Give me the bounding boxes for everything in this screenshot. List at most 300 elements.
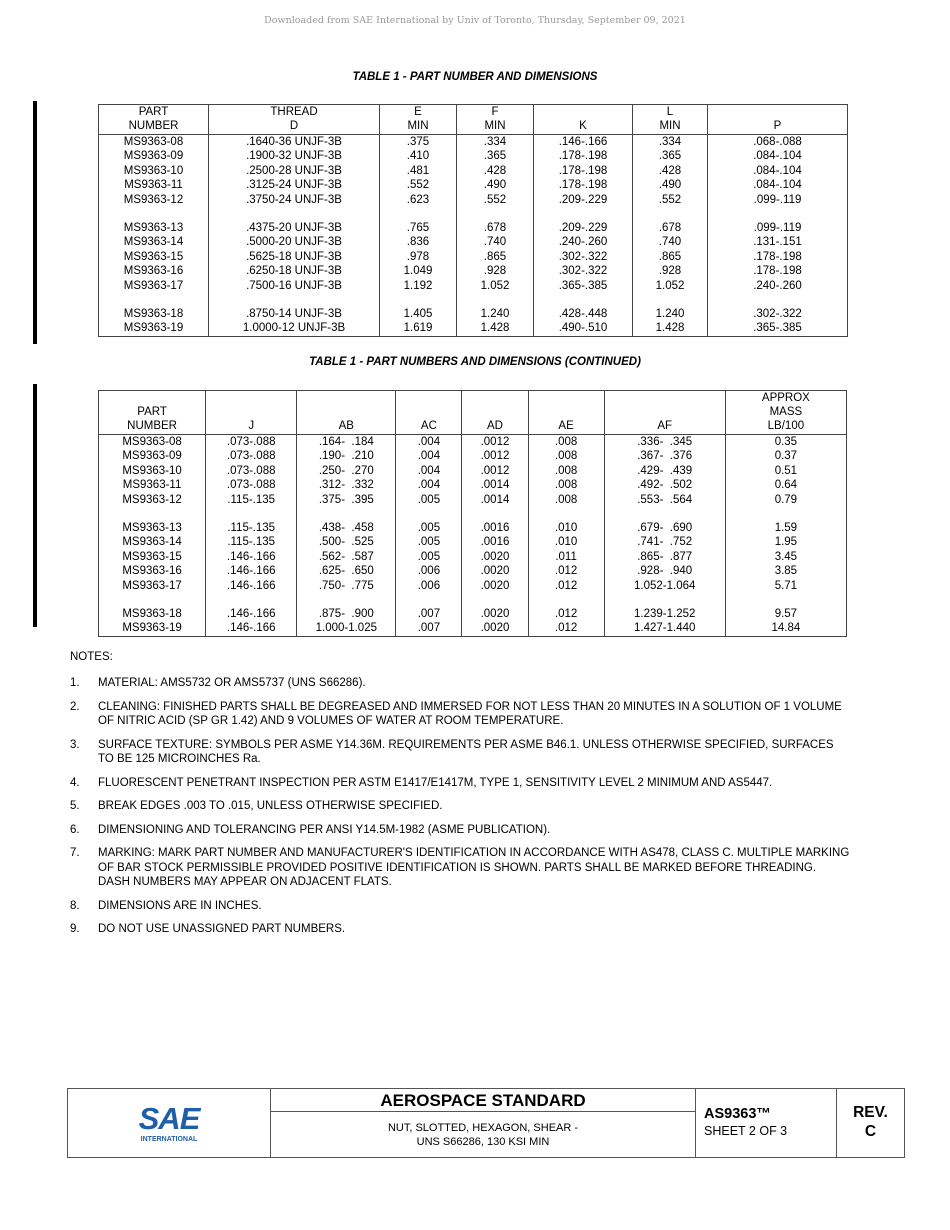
table-cell: .012 <box>528 621 604 636</box>
table-cell: .068-.088 <box>708 135 848 150</box>
column-header-line <box>462 391 527 405</box>
table-cell: 1.052 <box>633 279 708 293</box>
note-item <box>70 676 850 691</box>
table-cell: MS9363-16 <box>99 264 209 278</box>
table-cell: .740 <box>633 235 708 249</box>
table-row <box>99 135 848 150</box>
table-cell: .240-.260 <box>708 279 848 293</box>
table-row <box>99 193 848 207</box>
table-cell: .302-.322 <box>534 264 633 278</box>
table-cell: 0.35 <box>725 435 846 450</box>
group-spacer <box>99 593 847 607</box>
table-cell: .0012 <box>462 435 528 450</box>
table-cell: .3750-24 UNJF-3B <box>209 193 380 207</box>
table-cell: .004 <box>396 478 462 492</box>
table-cell: 0.64 <box>725 478 846 492</box>
column-header-line: AB <box>338 420 354 432</box>
column-header-line: F <box>491 106 499 118</box>
table-cell: MS9363-08 <box>99 435 206 450</box>
table-cell: .006 <box>396 579 462 593</box>
table-cell: .0020 <box>462 564 528 578</box>
dimensions-table-continued <box>98 390 847 637</box>
table-cell: .490 <box>457 178 534 192</box>
column-header <box>462 391 528 435</box>
table-cell: 9.57 <box>725 607 846 621</box>
table-cell: .741- .752 <box>604 535 725 549</box>
table-row <box>99 564 847 578</box>
column-header-line: THREAD <box>270 106 318 118</box>
column-header <box>528 391 604 435</box>
table-cell: .146-.166 <box>206 564 297 578</box>
table-cell: .623 <box>380 193 457 207</box>
table-cell: .008 <box>528 435 604 450</box>
table-cell: 1.239-1.252 <box>604 607 725 621</box>
table-cell: MS9363-11 <box>99 178 209 192</box>
column-header <box>725 391 846 435</box>
table-cell: .0012 <box>462 464 528 478</box>
table-cell: .008 <box>528 449 604 463</box>
table-cell: 1.052 <box>457 279 534 293</box>
table-cell: .4375-20 UNJF-3B <box>209 221 380 235</box>
column-header <box>457 105 534 135</box>
table-cell: .5000-20 UNJF-3B <box>209 235 380 249</box>
table-cell: .010 <box>528 521 604 535</box>
standard-title: AEROSPACE STANDARD <box>271 1089 695 1112</box>
table-cell: 1.428 <box>633 321 708 336</box>
column-header-line: P <box>773 120 782 132</box>
note-number: 6. <box>70 823 80 836</box>
table-cell: .005 <box>396 535 462 549</box>
table-row <box>99 264 848 278</box>
table-cell: .146-.166 <box>206 550 297 564</box>
note-item <box>70 899 850 914</box>
sheet-number: SHEET 2 OF 3 <box>704 1124 788 1138</box>
table-cell: .438- .458 <box>297 521 396 535</box>
note-number: 2. <box>70 700 80 713</box>
table-cell: MS9363-12 <box>99 493 206 507</box>
column-header-line: K <box>579 120 587 132</box>
table-cell: .178-.198 <box>534 164 633 178</box>
note-number: 8. <box>70 899 80 912</box>
table-cell: 0.37 <box>725 449 846 463</box>
table-cell: MS9363-18 <box>99 607 206 621</box>
table-cell: .3125-24 UNJF-3B <box>209 178 380 192</box>
table-row <box>99 178 848 192</box>
table-cell: MS9363-19 <box>99 621 206 636</box>
table-row <box>99 478 847 492</box>
table-cell: .084-.104 <box>708 164 848 178</box>
part-description <box>271 1112 695 1157</box>
table-cell: .006 <box>396 564 462 578</box>
table-cell: .099-.119 <box>708 221 848 235</box>
table-cell: .164- .184 <box>297 435 396 450</box>
note-text: DIMENSIONING AND TOLERANCING PER ANSI Y14.5M-1982 (ASME PUBLICATION). <box>98 823 551 836</box>
table-cell: .6250-18 UNJF-3B <box>209 264 380 278</box>
table2-body <box>99 435 847 637</box>
table-cell: .073-.088 <box>206 478 297 492</box>
group-spacer <box>99 507 847 521</box>
table-cell: .928 <box>457 264 534 278</box>
table-cell: MS9363-17 <box>99 279 209 293</box>
revision-cell <box>837 1089 904 1157</box>
note-number: 9. <box>70 923 80 935</box>
note-text: BREAK EDGES .003 TO .015, UNLESS OTHERWISE SPECIFIED. <box>98 800 443 812</box>
table-cell: .865 <box>633 250 708 264</box>
table1-header <box>99 105 848 135</box>
table-row <box>99 164 848 178</box>
table-cell: MS9363-15 <box>99 550 206 564</box>
note-text: CLEANING: FINISHED PARTS SHALL BE DEGREASED AND IMMERSED FOR NOT LESS THAN 20 MINUTES IN A SOLUTION OF 1 VOLUME OF NITRIC ACID (SP GR 1.42) AND 9 VOLUMES OF WATER AT ROOM TEMPERATURE. <box>98 700 842 727</box>
column-header-line <box>529 391 604 405</box>
table-cell: .178-.198 <box>534 178 633 192</box>
table-cell: .115-.135 <box>206 521 297 535</box>
revision-label: REV. <box>853 1104 888 1121</box>
table-cell: MS9363-08 <box>99 135 209 150</box>
table-cell: 1.049 <box>380 264 457 278</box>
table-cell: MS9363-14 <box>99 535 206 549</box>
table-cell: .073-.088 <box>206 449 297 463</box>
column-header-line: PART <box>138 106 169 118</box>
table-cell: 1.240 <box>457 307 534 321</box>
table-cell: MS9363-10 <box>99 164 209 178</box>
table-cell: .005 <box>396 521 462 535</box>
table-cell: .302-.322 <box>534 250 633 264</box>
document-number: AS9363™ <box>704 1106 771 1122</box>
table-cell: .008 <box>528 478 604 492</box>
table-cell: MS9363-15 <box>99 250 209 264</box>
column-header-line <box>297 405 395 419</box>
note-item <box>70 846 850 890</box>
table-cell: 1.405 <box>380 307 457 321</box>
download-watermark: Downloaded from SAE International by Univ of Toronto, Thursday, September 09, 2021 <box>264 15 686 26</box>
table-cell: .012 <box>528 607 604 621</box>
table-cell: .740 <box>457 235 534 249</box>
table-cell: .410 <box>380 149 457 163</box>
table-cell: MS9363-12 <box>99 193 209 207</box>
table-row <box>99 493 847 507</box>
table-cell: .115-.135 <box>206 493 297 507</box>
table-cell: .490-.510 <box>534 321 633 336</box>
column-header-line <box>396 405 461 419</box>
header-row <box>99 105 848 135</box>
table1-title: TABLE 1 - PART NUMBER AND DIMENSIONS <box>352 71 598 83</box>
table-cell: .012 <box>528 579 604 593</box>
note-item <box>70 776 850 791</box>
column-header-line: MIN <box>484 120 506 132</box>
table-cell: .7500-16 UNJF-3B <box>209 279 380 293</box>
table-row <box>99 621 847 636</box>
table-cell: .115-.135 <box>206 535 297 549</box>
column-header-line <box>708 105 847 119</box>
table-cell: .178-.198 <box>708 264 848 278</box>
notes-list <box>70 676 850 937</box>
table-row <box>99 307 848 321</box>
note-number: 3. <box>70 738 80 751</box>
table1-body <box>99 135 848 337</box>
table-cell: .012 <box>528 564 604 578</box>
table-row <box>99 149 848 163</box>
table-cell: .625- .650 <box>297 564 396 578</box>
note-number: 1. <box>70 677 80 689</box>
table-cell: .0016 <box>462 535 528 549</box>
column-header-line: MASS <box>769 406 803 418</box>
table-cell: .178-.198 <box>708 250 848 264</box>
sae-logo <box>68 1089 271 1157</box>
column-header-line: AC <box>420 420 437 432</box>
note-text: DO NOT USE UNASSIGNED PART NUMBERS. <box>98 923 346 935</box>
table-cell: .2500-28 UNJF-3B <box>209 164 380 178</box>
table-cell: MS9363-19 <box>99 321 209 336</box>
table-row <box>99 550 847 564</box>
table-row <box>99 235 848 249</box>
table-cell: .500- .525 <box>297 535 396 549</box>
table-row <box>99 221 848 235</box>
table-row <box>99 535 847 549</box>
note-item <box>70 738 850 767</box>
table-cell: .240-.260 <box>534 235 633 249</box>
document-cell <box>696 1089 837 1157</box>
title-block <box>67 1088 905 1158</box>
table-cell: MS9363-18 <box>99 307 209 321</box>
note-item <box>70 922 850 937</box>
sae-logo-letters: SAE <box>138 1101 200 1136</box>
table-cell: .978 <box>380 250 457 264</box>
change-bar <box>33 384 37 627</box>
table-cell: .0020 <box>462 579 528 593</box>
table-cell: .007 <box>396 607 462 621</box>
table-cell: .073-.088 <box>206 435 297 450</box>
column-header-line: AD <box>487 420 503 432</box>
column-header <box>297 391 396 435</box>
table-cell: .375- .395 <box>297 493 396 507</box>
column-header-line <box>534 105 632 119</box>
table-cell: 3.85 <box>725 564 846 578</box>
table-cell: .875- .900 <box>297 607 396 621</box>
table-cell: .146-.166 <box>206 621 297 636</box>
group-spacer <box>99 207 848 221</box>
table-cell: 1.428 <box>457 321 534 336</box>
table-row <box>99 449 847 463</box>
column-header <box>99 391 206 435</box>
note-item <box>70 700 850 729</box>
table-row <box>99 579 847 593</box>
table-cell: .178-.198 <box>534 149 633 163</box>
note-text: MATERIAL: AMS5732 OR AMS5737 (UNS S66286). <box>98 677 366 689</box>
revision-value: C <box>864 1123 877 1140</box>
sae-logo-mark <box>134 1101 204 1145</box>
note-number: 4. <box>70 776 80 789</box>
column-header-line <box>605 391 725 405</box>
table-cell: MS9363-10 <box>99 464 206 478</box>
table-cell: .928 <box>633 264 708 278</box>
column-header-line: NUMBER <box>127 420 177 432</box>
note-item <box>70 799 850 814</box>
table-cell: 5.71 <box>725 579 846 593</box>
table-cell: .865- .877 <box>604 550 725 564</box>
column-header-line <box>297 391 395 405</box>
table-cell: .481 <box>380 164 457 178</box>
column-header <box>206 391 297 435</box>
table-cell: .865 <box>457 250 534 264</box>
table-cell: .375 <box>380 135 457 150</box>
column-header-line: D <box>289 120 299 132</box>
table-cell: .004 <box>396 449 462 463</box>
table-cell: 0.79 <box>725 493 846 507</box>
table-cell: .928- .940 <box>604 564 725 578</box>
table-cell: .084-.104 <box>708 149 848 163</box>
sae-logo-subtext: INTERNATIONAL <box>140 1136 198 1143</box>
table-cell: .1640-36 UNJF-3B <box>209 135 380 150</box>
group-spacer <box>99 293 848 307</box>
column-header-line: L <box>666 106 674 118</box>
part-description-line1: NUT, SLOTTED, HEXAGON, SHEAR - <box>387 1122 579 1134</box>
table-cell: .0016 <box>462 521 528 535</box>
table-cell: .312- .332 <box>297 478 396 492</box>
table-cell: MS9363-13 <box>99 221 209 235</box>
table-cell: .190- .210 <box>297 449 396 463</box>
table-cell: 3.45 <box>725 550 846 564</box>
table-cell: 1.427-1.440 <box>604 621 725 636</box>
table-cell: .336- .345 <box>604 435 725 450</box>
table-cell: .131-.151 <box>708 235 848 249</box>
table-cell: .492- .502 <box>604 478 725 492</box>
table-row <box>99 521 847 535</box>
column-header <box>604 391 725 435</box>
note-number: 5. <box>70 800 80 812</box>
table-row <box>99 435 847 450</box>
column-header-line: NUMBER <box>128 120 179 132</box>
table-cell: MS9363-13 <box>99 521 206 535</box>
table2-title: TABLE 1 - PART NUMBERS AND DIMENSIONS (CONTINUED) <box>309 356 641 368</box>
table-cell: .367- .376 <box>604 449 725 463</box>
notes-heading: NOTES: <box>70 651 113 663</box>
note-item <box>70 823 850 838</box>
column-header <box>708 105 848 135</box>
column-header-line: E <box>414 106 422 118</box>
column-header <box>380 105 457 135</box>
column-header <box>633 105 708 135</box>
column-header-line: J <box>248 420 255 432</box>
table-cell: .007 <box>396 621 462 636</box>
table-cell: .428-.448 <box>534 307 633 321</box>
table-cell: .099-.119 <box>708 193 848 207</box>
table-cell: .5625-18 UNJF-3B <box>209 250 380 264</box>
table-row <box>99 279 848 293</box>
header-row <box>99 391 847 435</box>
table-cell: 0.51 <box>725 464 846 478</box>
column-header <box>209 105 380 135</box>
note-number: 7. <box>70 847 80 859</box>
column-header <box>99 105 209 135</box>
table-cell: .010 <box>528 535 604 549</box>
table-cell: 1.052-1.064 <box>604 579 725 593</box>
table-cell: MS9363-09 <box>99 449 206 463</box>
column-header-line: MIN <box>659 120 681 132</box>
column-header-line <box>605 405 725 419</box>
table-cell: .0014 <box>462 493 528 507</box>
table-row <box>99 607 847 621</box>
column-header-line <box>206 405 296 419</box>
table-cell: .008 <box>528 464 604 478</box>
table-cell: .765 <box>380 221 457 235</box>
table-cell: .209-.229 <box>534 193 633 207</box>
table-cell: .365-.385 <box>708 321 848 336</box>
table-cell: .008 <box>528 493 604 507</box>
column-header-line: AE <box>558 420 574 432</box>
table-row <box>99 321 848 336</box>
table-cell: .0014 <box>462 478 528 492</box>
table-cell: .209-.229 <box>534 221 633 235</box>
table-cell: 1.619 <box>380 321 457 336</box>
table-cell: .0020 <box>462 607 528 621</box>
table-cell: .084-.104 <box>708 178 848 192</box>
column-header-line <box>206 391 296 405</box>
table-row <box>99 464 847 478</box>
table-cell: .334 <box>633 135 708 150</box>
column-header-line <box>99 391 205 405</box>
table-cell: .679- .690 <box>604 521 725 535</box>
column-header <box>396 391 462 435</box>
table-cell: .836 <box>380 235 457 249</box>
column-header-line <box>529 405 604 419</box>
table-cell: MS9363-17 <box>99 579 206 593</box>
table-cell: .552 <box>633 193 708 207</box>
note-text: SURFACE TEXTURE: SYMBOLS PER ASME Y14.36M. REQUIREMENTS PER ASME B46.1. UNLESS OTHERWISE SPECIFIED, SURFACES TO BE 125 MICROINCHES Ra. <box>98 738 834 765</box>
table-cell: MS9363-11 <box>99 478 206 492</box>
table-cell: 1.59 <box>725 521 846 535</box>
column-header-line: LB/100 <box>767 420 805 432</box>
column-header-line: MIN <box>407 120 429 132</box>
table-cell: .428 <box>457 164 534 178</box>
dimensions-table <box>98 104 848 337</box>
table-cell: .365 <box>633 149 708 163</box>
table-cell: .0020 <box>462 621 528 636</box>
table-cell: .146-.166 <box>206 579 297 593</box>
column-header-line <box>396 391 461 405</box>
notes-section <box>70 651 850 946</box>
table-cell: .146-.166 <box>534 135 633 150</box>
table-cell: .428 <box>633 164 708 178</box>
table-cell: 1.240 <box>633 307 708 321</box>
table-cell: .553- .564 <box>604 493 725 507</box>
title-cell <box>271 1089 696 1157</box>
table-cell: .146-.166 <box>206 607 297 621</box>
table-cell: .334 <box>457 135 534 150</box>
table-cell: .011 <box>528 550 604 564</box>
table-cell: .365-.385 <box>534 279 633 293</box>
column-header-line <box>462 405 527 419</box>
table-cell: .005 <box>396 550 462 564</box>
table-cell: .005 <box>396 493 462 507</box>
table-cell: .678 <box>457 221 534 235</box>
part-description-line2: UNS S66286, 130 KSI MIN <box>416 1136 550 1148</box>
table-cell: .8750-14 UNJF-3B <box>209 307 380 321</box>
column-header-line: APPROX <box>761 392 810 404</box>
change-bar <box>33 101 37 344</box>
table-cell: .004 <box>396 464 462 478</box>
column-header-line: AF <box>657 420 673 432</box>
table-cell: 1.192 <box>380 279 457 293</box>
note-text: DIMENSIONS ARE IN INCHES. <box>98 899 262 912</box>
table-cell: .750- .775 <box>297 579 396 593</box>
table-cell: .678 <box>633 221 708 235</box>
table-cell: .365 <box>457 149 534 163</box>
column-header <box>534 105 633 135</box>
table-cell: .490 <box>633 178 708 192</box>
table-cell: 1.0000-12 UNJF-3B <box>209 321 380 336</box>
table-cell: MS9363-09 <box>99 149 209 163</box>
table-cell: .302-.322 <box>708 307 848 321</box>
